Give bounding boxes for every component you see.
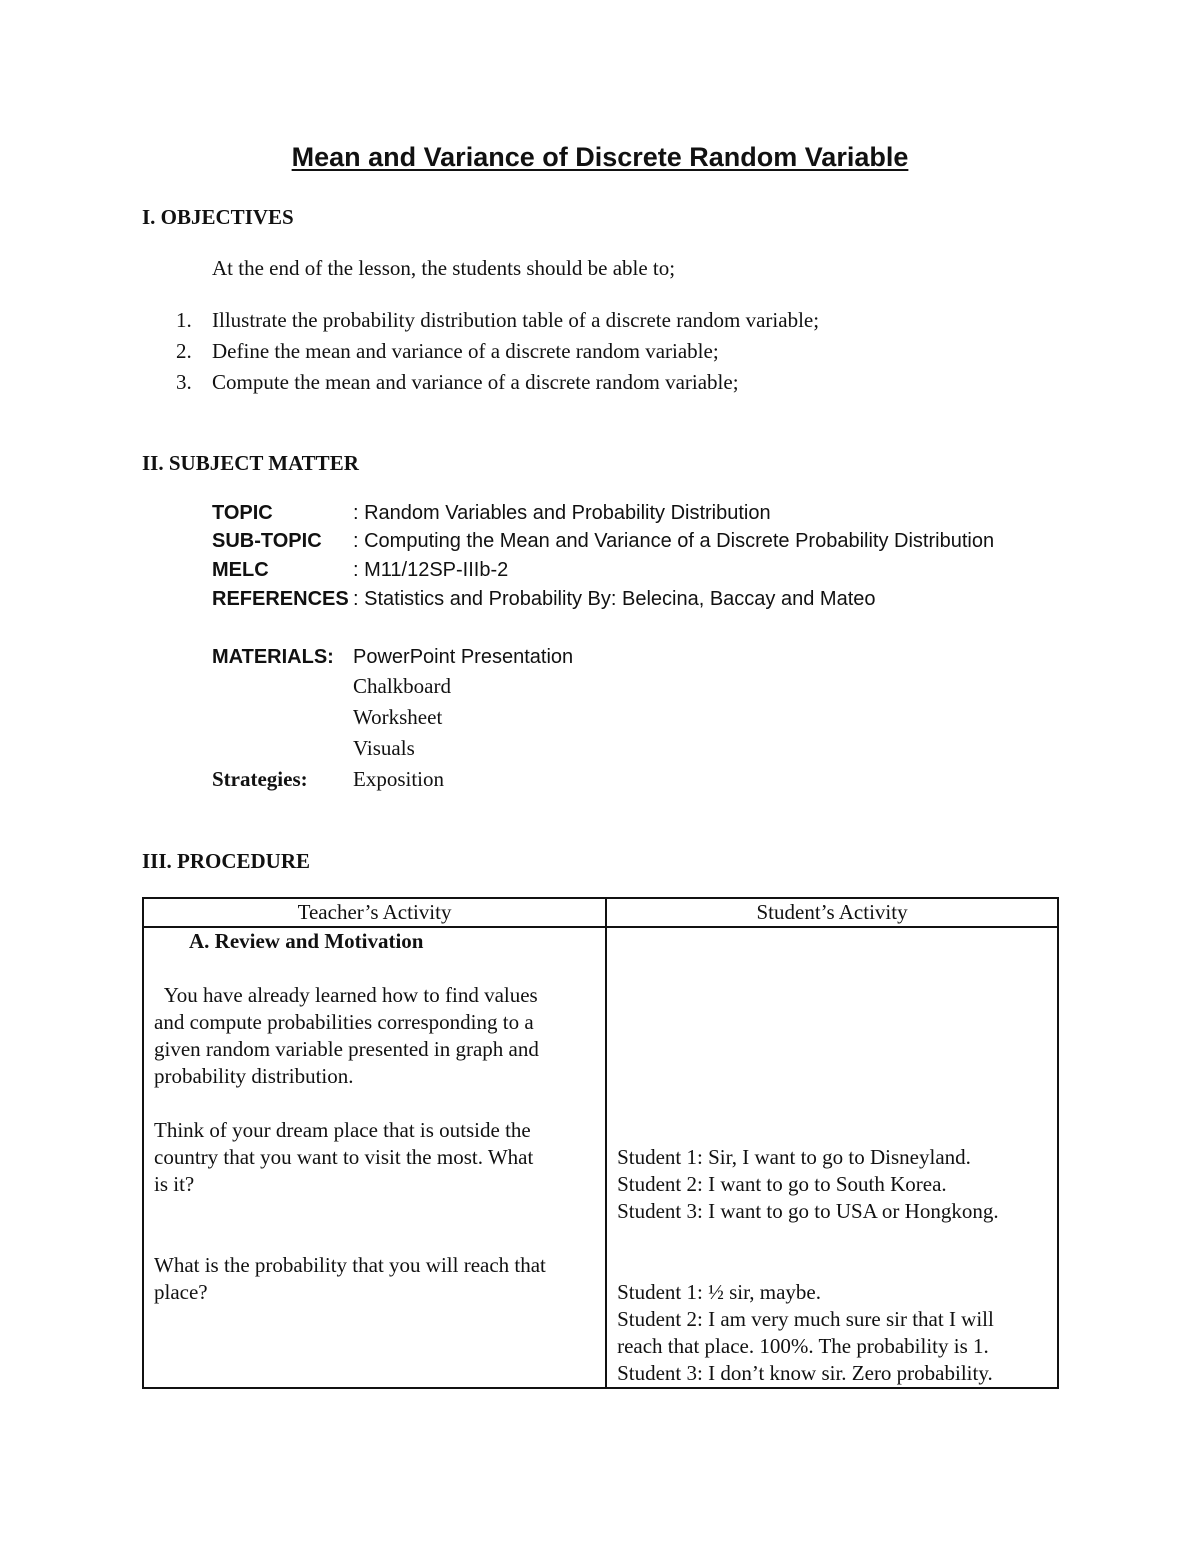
student-line: reach that place. 100%. The probability is 1. [617,1334,989,1358]
objective-number: 2. [176,339,192,363]
student-activity-cell [606,927,1058,1388]
teacher-line: You have already learned how to find values [154,983,538,1007]
student-line: Student 3: I want to go to USA or Hongkong. [617,1199,999,1223]
teacher-line: place? [154,1280,208,1304]
subtopic-label: SUB-TOPIC [212,530,322,552]
procedure-table [142,897,1059,1389]
student-line: Student 3: I don’t know sir. Zero probability. [617,1361,993,1385]
teacher-line: country that you want to visit the most. What [154,1145,534,1169]
page-title: Mean and Variance of Discrete Random Variable [291,142,909,172]
teacher-line: given random variable presented in graph and [154,1037,539,1061]
objective-text: Compute the mean and variance of a discrete random variable; [212,370,739,394]
topic-label: TOPIC [212,502,273,524]
objective-text: Define the mean and variance of a discrete random variable; [212,339,719,363]
student-line: Student 2: I want to go to South Korea. [617,1172,947,1196]
student-line: Student 1: ½ sir, maybe. [617,1280,821,1304]
objectives-intro: At the end of the lesson, the students should be able to; [212,256,676,280]
procedure-heading: III. PROCEDURE [142,849,311,873]
references-value: : Statistics and Probability By: Belecina, Baccay and Mateo [353,588,876,610]
student-line: Student 1: Sir, I want to go to Disneyland. [617,1145,971,1169]
teacher-line: probability distribution. [154,1064,354,1088]
objective-text: Illustrate the probability distribution table of a discrete random variable; [212,308,820,332]
teacher-line: Think of your dream place that is outside the [154,1118,531,1142]
teacher-line: What is the probability that you will reach that [154,1253,546,1277]
material-item: PowerPoint Presentation [353,646,574,668]
material-item: Visuals [353,736,415,760]
references-label: REFERENCES [212,588,349,610]
teacher-activity-cell [143,927,606,1388]
materials-label: MATERIALS: [212,646,334,668]
teacher-line: is it? [154,1172,195,1196]
teacher-activity-header: Teacher’s Activity [143,898,606,927]
strategies-value: Exposition [353,767,445,791]
strategies-label: Strategies: [212,767,308,791]
student-activity-header: Student’s Activity [606,898,1058,927]
objective-number: 1. [176,308,192,332]
material-item: Chalkboard [353,674,451,698]
material-item: Worksheet [353,705,443,729]
subtopic-value: : Computing the Mean and Variance of a Discrete Probability Distribution [353,530,995,552]
teacher-line: and compute probabilities corresponding to a [154,1010,534,1034]
subject-matter-heading: II. SUBJECT MATTER [142,451,359,475]
melc-label: MELC [212,559,269,581]
topic-value: : Random Variables and Probability Distribution [353,502,771,524]
student-line: Student 2: I am very much sure sir that I will [617,1307,994,1331]
objective-number: 3. [176,370,192,394]
melc-value: : M11/12SP-IIIb-2 [353,559,509,581]
objectives-heading: I. OBJECTIVES [142,205,294,229]
section-title: A. Review and Motivation [189,929,424,953]
